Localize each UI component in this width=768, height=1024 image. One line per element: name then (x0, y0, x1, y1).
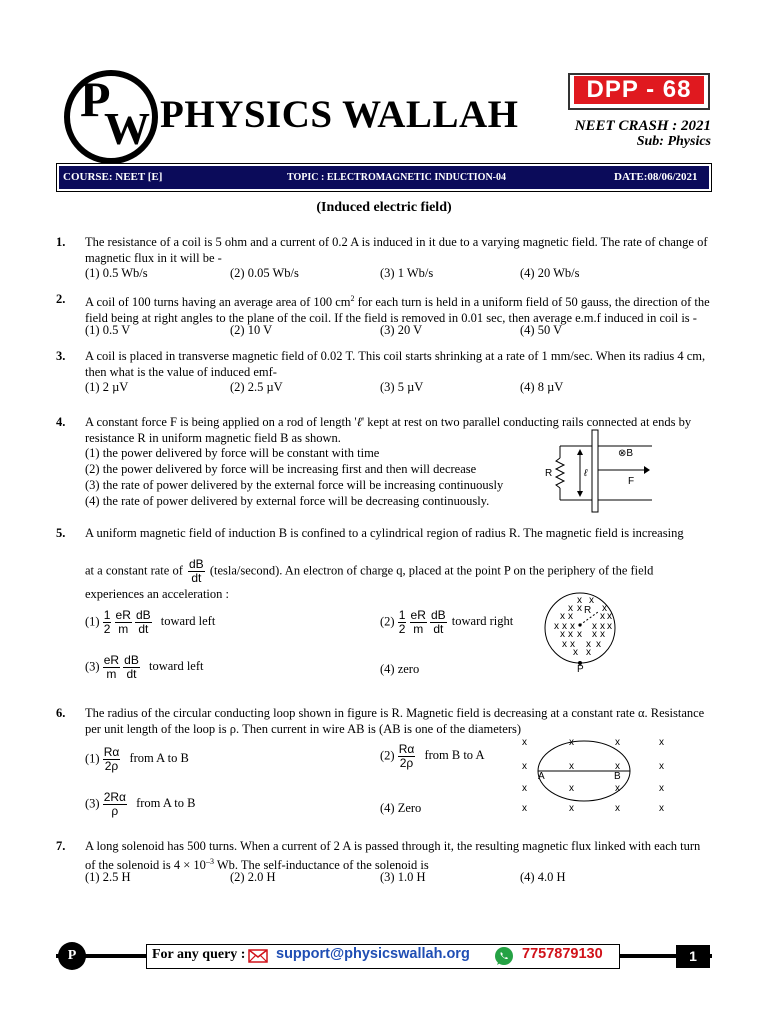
field-cross: x (570, 621, 575, 632)
field-cross: x (577, 603, 582, 614)
field-cross: x (615, 803, 620, 814)
question-text: The resistance of a coil is 5 ohm and a current of 0.2 A is induced in it due to a varying magnetic field. The rate of change of magnetic flux in it will be - (85, 235, 708, 265)
option: (2) 0.05 Wb/s (230, 266, 299, 280)
field-cross: x (573, 647, 578, 658)
option: (3) 1 Wb/s (380, 266, 434, 280)
question-number: 6. (56, 706, 66, 720)
field-cross: x (568, 629, 573, 640)
option: (1) $\frac{R\alpha}{2\rho}$ from A to B (85, 745, 189, 773)
field-cross: x (589, 595, 594, 606)
figure-label-a: A (538, 771, 545, 782)
field-cross: x (659, 783, 664, 794)
section-title: (Induced electric field) (316, 200, 452, 215)
field-cross: x (602, 603, 607, 614)
option: (2) 10 V (230, 323, 273, 337)
info-bar (59, 166, 709, 189)
question-number: 3. (56, 349, 66, 363)
option: (3) $\frac{2R\alpha}{\rho}$ from A to B (85, 790, 196, 818)
field-cross: x (577, 629, 582, 640)
option: (2) $\frac{R\alpha}{2\rho}$ from B to A (380, 742, 485, 770)
option: (1) 2 µV (85, 380, 129, 394)
circular-loop-figure (514, 734, 674, 814)
date-label: DATE:08/06/2021 (614, 171, 698, 183)
option: (4) 4.0 H (520, 870, 566, 884)
topic-label: TOPIC : ELECTROMAGNETIC INDUCTION-04 (287, 172, 507, 183)
figure-label-r: R (545, 468, 553, 479)
option: (2) 2.0 H (230, 870, 276, 884)
option: (1) 0.5 V (85, 323, 131, 337)
field-cross: x (615, 737, 620, 748)
question-text: experiences an acceleration : (85, 587, 230, 601)
field-cross: x (522, 803, 527, 814)
field-cross: x (596, 639, 601, 650)
option: (1) $\frac{1}{2}$ $\frac{eR}{m}$ $\frac{dB}{dt}$ toward left (85, 608, 216, 636)
field-cross: x (522, 761, 527, 772)
field-cross: x (522, 783, 527, 794)
option: (2) the power delivered by force will be increasing first and then will decrease (85, 462, 477, 476)
option: (3) 5 µV (380, 380, 424, 394)
field-cross: x (607, 611, 612, 622)
option: (1) 0.5 Wb/s (85, 266, 148, 280)
course-label: COURSE: NEET [E] (63, 171, 163, 183)
question-text: The radius of the circular conducting loop shown in figure is R. Magnetic field is decreasing at a constant rate α. Resistance per unit length of the loop is ρ. Then current in wire AB is (AB is one of the diameters) (85, 706, 705, 736)
figure-label-f: F (628, 476, 635, 487)
figure-label-l: ℓ (584, 468, 588, 479)
question-text: A constant force F is being applied on a rod of length 'ℓ' kept at rest on two parallel conducting rails connected at ends by resistance R in uniform magnetic field B as shown. (85, 415, 692, 445)
question-number: 2. (56, 292, 66, 306)
option: (3) 20 V (380, 323, 423, 337)
option: (4) zero (380, 662, 420, 676)
field-cross: x (615, 761, 620, 772)
field-cross: x (568, 603, 573, 614)
brand-name: PHYSICS WALLAH (160, 93, 519, 136)
question-text: A uniform magnetic field of induction B is confined to a cylindrical region of radius R. The magnetic field is increasing (85, 526, 684, 540)
rails-rod-figure (540, 428, 660, 513)
dpp-badge: DPP - 68 (574, 76, 704, 104)
field-cross: x (586, 647, 591, 658)
option: (1) the power delivered by force will be constant with time (85, 446, 380, 460)
figure-label-b: ⊗B (618, 448, 634, 459)
field-cross: x (522, 737, 527, 748)
field-cross: x (577, 595, 582, 606)
question-number: 7. (56, 839, 66, 853)
field-cross: x (562, 639, 567, 650)
figure-label-p: P (577, 664, 584, 672)
logo-letter-w: W (104, 103, 150, 154)
field-cross: x (600, 621, 605, 632)
logo-letter-p: P (80, 71, 111, 127)
option: (2) $\frac{1}{2}$ $\frac{eR}{m}$ $\frac{dB}{dt}$ toward right (380, 608, 514, 636)
field-cross: x (569, 761, 574, 772)
page-number: 1 (676, 945, 710, 968)
subject-label: Sub: Physics (636, 134, 711, 149)
field-cross: x (600, 629, 605, 640)
option: (3) $\frac{eR}{m}$ $\frac{dB}{dt}$ toward left (85, 653, 204, 681)
field-cross: x (560, 629, 565, 640)
series-label: NEET CRASH : 2021 (574, 118, 711, 134)
question-number: 1. (56, 235, 66, 249)
question-text: at a constant rate of $\frac{dB}{dt}$ (tesla/second). An electron of charge q, placed at the point P on the periphery of the field (85, 557, 654, 585)
support-email-link[interactable]: support@physicswallah.org (276, 946, 470, 962)
option: (4) the rate of power delivered by external force will be decreasing continuously. (85, 494, 490, 508)
field-cross: x (659, 737, 664, 748)
option: (1) 2.5 H (85, 870, 131, 884)
option: (4) 20 Wb/s (520, 266, 580, 280)
field-cross: x (562, 621, 567, 632)
question-number: 5. (56, 526, 66, 540)
cylindrical-field-figure (540, 592, 624, 672)
field-cross: x (569, 783, 574, 794)
option: (2) 2.5 µV (230, 380, 283, 394)
field-cross: x (615, 783, 620, 794)
figure-label-r: R (584, 605, 592, 616)
phone-number-link[interactable]: 7757879130 (522, 946, 603, 962)
field-cross: x (592, 629, 597, 640)
field-cross: x (570, 639, 575, 650)
field-cross: x (659, 803, 664, 814)
option: (4) 8 µV (520, 380, 564, 394)
field-cross: x (560, 611, 565, 622)
field-cross: x (569, 737, 574, 748)
field-cross: x (554, 621, 559, 632)
option: (4) Zero (380, 801, 422, 815)
field-cross: x (586, 639, 591, 650)
option: (3) the rate of power delivered by the external force will be increasing continuously (85, 478, 504, 492)
question-text: A coil of 100 turns having an average area of 100 $cm^2$ for each turn is held in a uniform field of 50 gauss, the direction of the field being at right angles to the plane of the coil. If the field is removed in 0.01 sec, then average e.m.f induced in coil is - (85, 294, 710, 326)
whatsapp-icon (494, 946, 514, 966)
option: (3) 1.0 H (380, 870, 426, 884)
field-cross: x (568, 611, 573, 622)
figure-label-b: B (614, 771, 621, 782)
option: (4) 50 V (520, 323, 563, 337)
field-cross: x (607, 621, 612, 632)
field-cross: x (600, 611, 605, 622)
query-label: For any query : (152, 947, 246, 962)
field-cross: x (659, 761, 664, 772)
question-number: 4. (56, 415, 66, 429)
question-text: A long solenoid has 500 turns. When a current of 2 A is passed through it, the resulting magnetic flux linked with each turn of the solenoid is $4 \times 10^{-3}$ Wb. The self-inductance of the solenoid is (85, 839, 701, 873)
field-cross: x (569, 803, 574, 814)
footer-logo-mark: P (67, 948, 77, 963)
question-text: A coil is placed in transverse magnetic field of 0.02 T. This coil starts shrinking at a rate of 1 mm/sec. When its radius 4 cm, then what is the value of induced emf- (85, 349, 706, 379)
field-cross: x (592, 621, 597, 632)
mail-icon (248, 949, 268, 963)
